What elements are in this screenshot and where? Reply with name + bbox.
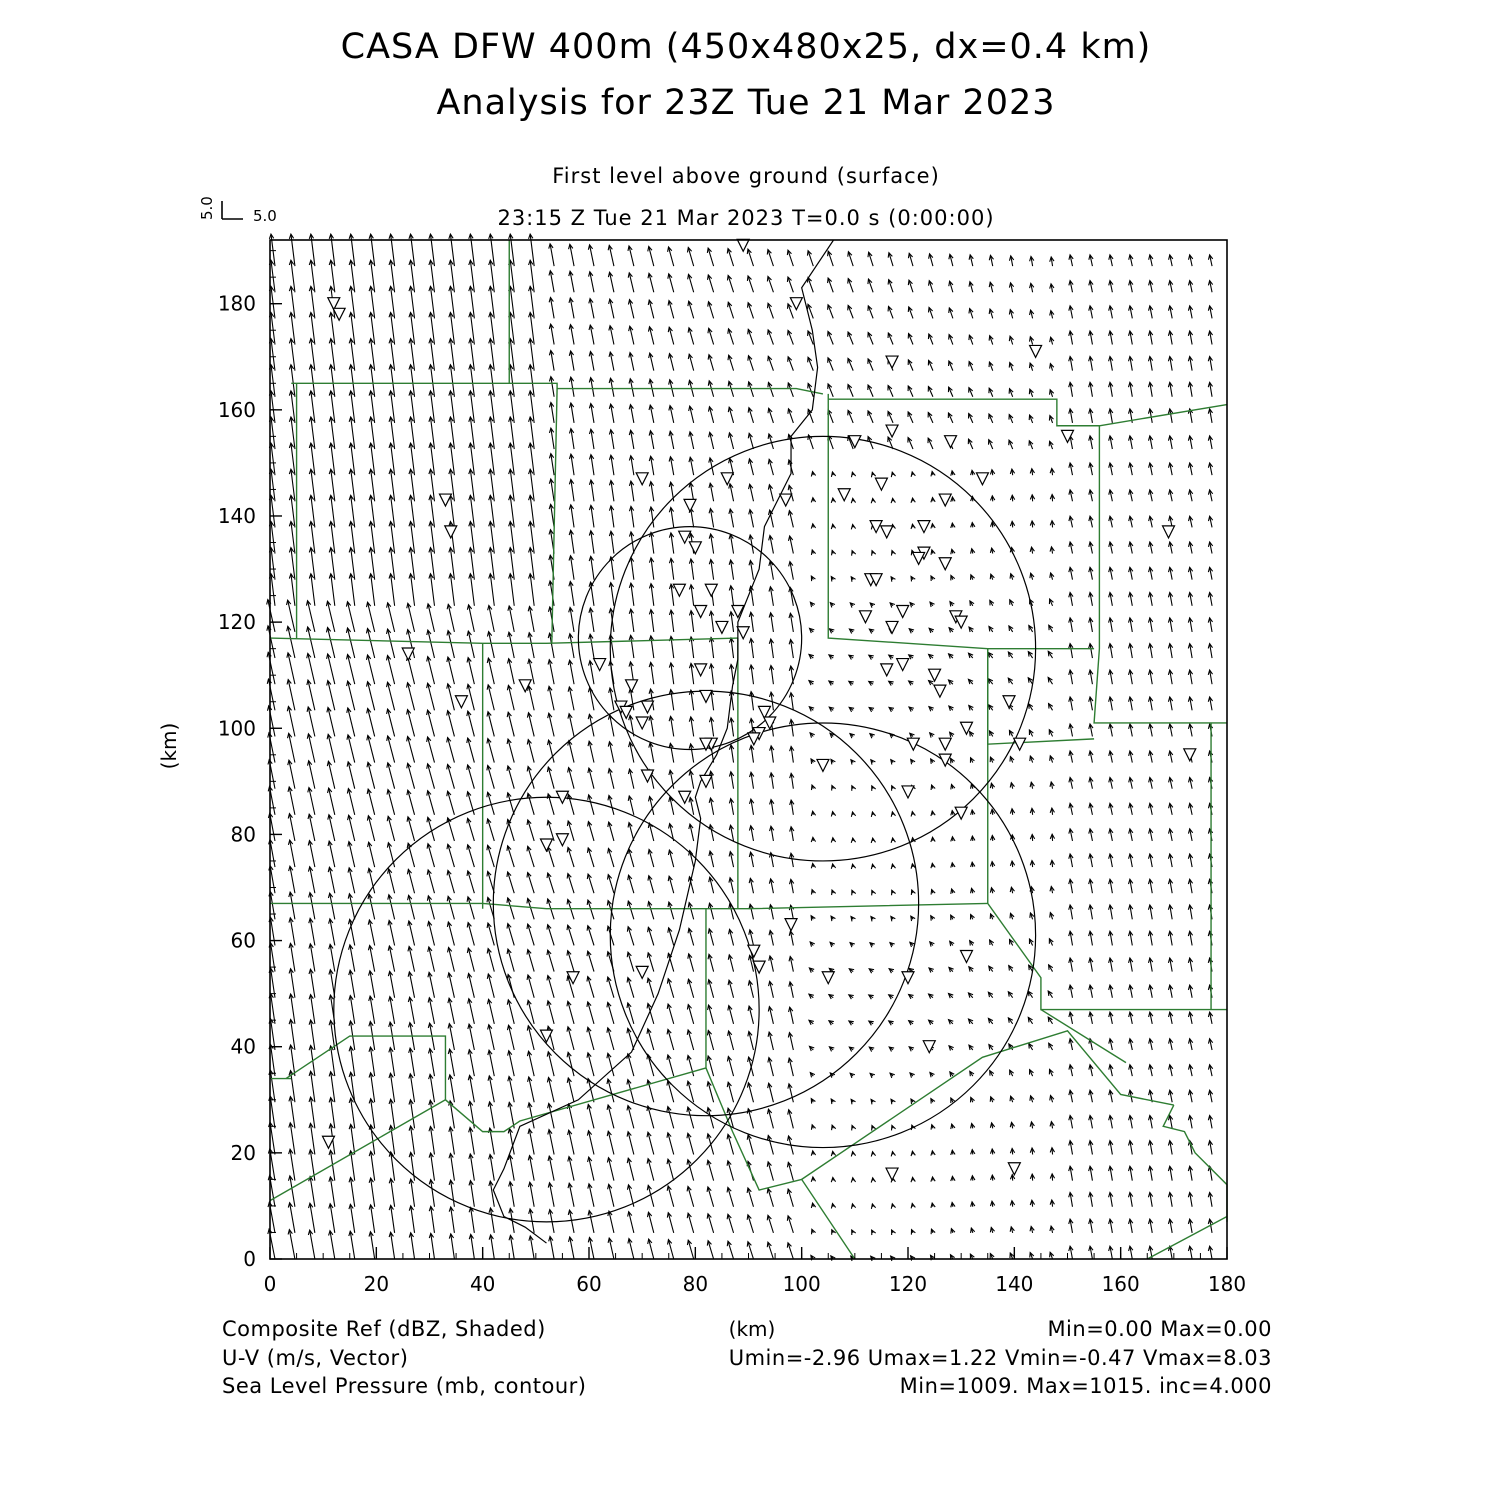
wind-vector: [391, 1179, 395, 1207]
wind-vector: [348, 708, 355, 736]
station-marker: [439, 494, 451, 506]
station-marker: [402, 648, 414, 660]
wind-vector-head: [892, 1230, 896, 1235]
wind-vector: [311, 995, 315, 1024]
wind-vector: [430, 1126, 434, 1154]
y-tick-label: 180: [217, 291, 256, 316]
wind-vector: [408, 736, 415, 762]
wind-vector: [370, 1047, 374, 1076]
wind-vector: [368, 629, 375, 659]
station-marker: [1163, 526, 1175, 538]
wind-vector: [371, 1073, 375, 1102]
station-marker: [716, 621, 728, 633]
y-tick-label: 160: [217, 397, 256, 422]
station-marker: [689, 542, 701, 554]
wind-vector: [309, 761, 315, 789]
station-marker: [859, 611, 871, 623]
wind-vector: [450, 1127, 454, 1154]
station-markers: [322, 239, 1195, 1180]
station-marker: [886, 425, 898, 437]
wind-vector: [331, 1098, 335, 1129]
wind-vector-head: [931, 890, 935, 895]
wind-vector-head: [911, 1230, 915, 1235]
wind-vector: [448, 604, 454, 632]
station-marker: [636, 966, 648, 978]
station-marker: [881, 526, 893, 538]
wind-vector: [410, 1100, 414, 1129]
station-marker: [886, 1168, 898, 1180]
wind-vector-head: [852, 551, 856, 556]
wind-vector: [428, 683, 435, 710]
wind-vector: [328, 707, 335, 736]
wind-vector: [448, 631, 454, 658]
station-marker: [1062, 430, 1074, 442]
station-marker: [780, 494, 792, 506]
wind-vector: [370, 1232, 374, 1259]
station-marker: [902, 786, 914, 798]
station-marker: [881, 664, 893, 676]
wind-vector-head: [811, 576, 815, 581]
wind-vector: [289, 1230, 295, 1259]
wind-vector-head: [811, 1099, 815, 1104]
station-marker: [695, 664, 707, 676]
wind-vector: [348, 628, 355, 658]
station-marker: [1184, 749, 1196, 761]
wind-vector: [288, 706, 294, 736]
wind-vector: [350, 996, 354, 1024]
wind-vector: [368, 655, 375, 684]
boundary-line: [1041, 1010, 1126, 1063]
wind-vector: [329, 788, 335, 815]
station-marker: [1003, 696, 1015, 708]
wind-vector: [408, 683, 415, 711]
wind-vector: [290, 943, 294, 971]
wind-vector: [288, 680, 295, 711]
wind-vector: [408, 763, 415, 788]
x-tick-label: 0: [263, 1272, 277, 1296]
level-label: First level above ground (surface): [552, 164, 940, 188]
wind-vector: [331, 1046, 335, 1076]
station-marker: [939, 494, 951, 506]
station-marker: [907, 738, 919, 750]
wind-vector-head: [832, 890, 836, 895]
y-tick-label: 80: [230, 822, 256, 847]
wind-vector: [328, 681, 335, 711]
wind-vector-head: [852, 890, 856, 895]
wind-vector: [411, 1126, 415, 1155]
station-marker: [897, 659, 909, 671]
wind-vector: [328, 627, 335, 658]
wind-vector: [428, 604, 434, 632]
wind-vector: [388, 682, 395, 710]
wind-vector: [291, 969, 295, 998]
wind-vector: [327, 601, 334, 632]
wind-vector: [308, 680, 315, 710]
wind-vector: [390, 1048, 394, 1077]
wind-vector: [410, 1074, 414, 1102]
station-marker: [913, 552, 925, 564]
wind-vector: [388, 736, 395, 763]
wind-vector: [408, 710, 415, 737]
wind-vector: [308, 653, 315, 684]
station-marker: [556, 834, 568, 846]
station-marker: [838, 489, 850, 501]
wind-vector: [350, 1204, 354, 1233]
footer-field1-stats: Min=0.00 Max=0.00: [1047, 1317, 1272, 1341]
station-marker: [594, 659, 606, 671]
boundary-line: [270, 638, 738, 643]
station-marker: [886, 621, 898, 633]
y-tick-label: 100: [217, 716, 256, 741]
wind-vector: [428, 710, 435, 736]
x-tick-label: 140: [995, 1272, 1034, 1296]
wind-vector: [430, 1074, 434, 1102]
wind-vector: [388, 709, 395, 736]
boundary-line: [1147, 1217, 1227, 1259]
wind-vector: [310, 1176, 315, 1206]
wind-vector: [351, 1151, 355, 1181]
wind-vector: [368, 762, 375, 788]
station-marker: [945, 436, 957, 448]
wind-vector: [391, 1205, 395, 1232]
wind-vector-head: [931, 576, 935, 581]
station-marker: [918, 521, 930, 533]
x-axis: [264, 1247, 1246, 1296]
wind-vector-head: [931, 1229, 935, 1234]
wind-vector: [411, 1206, 415, 1233]
wind-vector: [470, 1154, 474, 1181]
wind-vector: [347, 602, 354, 632]
wind-vector: [290, 1203, 295, 1233]
wind-vector: [468, 658, 474, 685]
station-marker: [897, 606, 909, 618]
wind-vector: [328, 654, 335, 684]
wind-vector: [450, 1153, 454, 1180]
wind-vector: [308, 707, 315, 736]
wind-vector-head: [811, 1125, 815, 1130]
wind-vector: [310, 1123, 314, 1154]
wind-vector: [431, 1206, 435, 1232]
wind-vector: [348, 735, 355, 763]
wind-vector: [448, 657, 455, 684]
wind-vector: [351, 1098, 355, 1128]
station-marker: [737, 627, 749, 639]
reference-vector: [198, 196, 277, 225]
wind-vector: [388, 629, 395, 658]
station-marker: [445, 526, 457, 538]
wind-vector: [310, 1203, 315, 1233]
x-tick-label: 160: [1101, 1272, 1140, 1296]
wind-vector-head: [931, 785, 935, 790]
station-marker: [673, 584, 685, 596]
wind-vector: [308, 627, 315, 658]
wind-vector: [428, 764, 435, 789]
wind-vector: [290, 1149, 295, 1180]
wind-vector: [468, 631, 474, 658]
wind-vector: [451, 1180, 455, 1207]
footer-field3-stats: Min=1009. Max=1015. inc=4.000: [899, 1374, 1272, 1398]
station-marker: [785, 919, 797, 931]
wind-vector: [388, 656, 395, 685]
station-marker: [721, 473, 733, 485]
wind-vector-head: [832, 786, 836, 791]
y-tick-label: 120: [217, 610, 256, 635]
station-marker: [817, 759, 829, 771]
station-marker: [455, 696, 467, 708]
footer-field2-stats: Umin=-2.96 Umax=1.22 Vmin=-0.47 Vmax=8.03: [728, 1346, 1272, 1370]
wind-vector-head: [892, 786, 896, 791]
wind-vector: [330, 1177, 334, 1207]
station-marker: [934, 685, 946, 697]
wind-vector: [291, 994, 295, 1024]
x-tick-label: 20: [363, 1272, 390, 1296]
wind-vector: [371, 1205, 375, 1233]
x-tick-label: 60: [576, 1272, 602, 1296]
station-marker: [790, 298, 802, 310]
footer-field2-name: U-V (m/s, Vector): [222, 1346, 409, 1370]
station-marker: [923, 1041, 935, 1053]
wind-vector: [431, 1180, 435, 1207]
wind-vector: [468, 711, 475, 736]
valid-time-label: 23:15 Z Tue 21 Mar 2023 T=0.0 s (0:00:00): [497, 206, 995, 230]
wind-vector: [448, 684, 455, 711]
station-marker: [626, 680, 638, 692]
wind-vector: [448, 738, 455, 763]
station-marker: [700, 775, 712, 787]
station-marker: [333, 308, 345, 320]
station-marker: [955, 616, 967, 628]
wind-vector: [430, 1100, 434, 1128]
wind-vector: [428, 630, 435, 658]
wind-vector: [388, 603, 395, 632]
station-marker: [875, 478, 887, 490]
wind-vector: [368, 602, 375, 632]
wind-vector: [371, 1151, 375, 1180]
wind-vector: [388, 790, 395, 815]
y-axis-label: (km): [157, 722, 181, 770]
wind-vector: [390, 1073, 394, 1102]
shoreline-line: [493, 240, 833, 1243]
x-tick-label: 120: [888, 1272, 928, 1296]
y-tick-label: 20: [230, 1140, 256, 1165]
reference-vector-u-label: 5.0: [253, 207, 277, 225]
wind-vector: [308, 734, 314, 763]
chart-title-line2: Analysis for 23Z Tue 21 Mar 2023: [436, 83, 1056, 123]
chart-title-line1: CASA DFW 400m (450x480x25, dx=0.4 km): [340, 27, 1152, 67]
y-tick-label: 0: [243, 1247, 256, 1271]
wind-vector: [309, 788, 315, 815]
wind-vector: [371, 1178, 375, 1207]
reference-vector-v-label: 5.0: [198, 196, 216, 220]
wind-vector: [290, 1176, 295, 1207]
wind-vector: [470, 1181, 474, 1207]
wind-vector: [351, 1047, 355, 1077]
wind-vector-head: [852, 786, 856, 791]
wind-vector: [368, 789, 375, 815]
wind-vector: [351, 1178, 355, 1207]
wind-vector: [410, 1048, 414, 1076]
wind-vector: [368, 735, 375, 762]
wind-vector: [288, 653, 295, 684]
wind-vector: [308, 601, 315, 632]
station-marker: [1014, 738, 1026, 750]
wind-vector: [448, 711, 455, 737]
wind-vector: [388, 763, 395, 789]
x-tick-label: 180: [1207, 1272, 1247, 1296]
wind-vector-head: [812, 1229, 816, 1234]
station-marker: [684, 499, 696, 511]
wind-vector: [348, 681, 355, 710]
wind-vector: [289, 733, 295, 762]
boundary-line: [286, 1036, 446, 1100]
wind-vector-head: [832, 1125, 836, 1130]
station-marker: [748, 733, 760, 745]
y-tick-label: 140: [217, 503, 256, 528]
station-marker: [822, 972, 834, 984]
y-tick-label: 40: [230, 1034, 256, 1059]
station-marker: [1008, 1163, 1020, 1175]
wind-vector: [428, 657, 435, 685]
wind-vector-head: [911, 890, 915, 895]
wind-vector: [310, 969, 314, 997]
x-tick-label: 80: [682, 1272, 709, 1296]
wind-vector: [428, 737, 435, 763]
wind-vector: [368, 682, 375, 711]
wind-vector: [368, 709, 375, 737]
station-marker: [641, 701, 653, 713]
wind-vector-head: [832, 550, 836, 555]
wind-vector: [289, 760, 295, 788]
wind-vector: [408, 603, 415, 632]
y-tick-label: 60: [230, 928, 256, 953]
wind-vector-head: [872, 890, 876, 895]
wind-vector: [411, 1179, 415, 1207]
wind-vector: [411, 1233, 415, 1259]
wind-vector: [391, 1232, 395, 1259]
wind-vector: [468, 684, 474, 710]
station-marker: [705, 584, 717, 596]
station-marker: [695, 606, 707, 618]
footer-field1-name: Composite Ref (dBZ, Shaded): [222, 1317, 546, 1341]
station-marker: [939, 558, 951, 570]
wind-vector-head: [872, 551, 876, 556]
wind-vector: [391, 1099, 395, 1128]
wind-vector-head: [811, 890, 815, 895]
wind-vector: [289, 787, 295, 815]
boundary-line: [1163, 1105, 1227, 1222]
wind-vector-head: [872, 786, 876, 791]
wind-vector-head: [872, 1230, 876, 1235]
station-marker: [939, 738, 951, 750]
wind-vector-head: [931, 1099, 935, 1104]
wind-vector-head: [892, 890, 896, 895]
wind-vector-head: [892, 1125, 896, 1130]
station-marker: [960, 950, 972, 962]
wind-vector: [328, 734, 335, 762]
wind-vector: [351, 1124, 355, 1154]
wind-vector-head: [852, 1125, 856, 1130]
shoreline-contour: [493, 240, 833, 1243]
wind-vector: [328, 761, 334, 788]
wind-vector-head: [812, 785, 816, 790]
footer-field3-name: Sea Level Pressure (mb, contour): [222, 1374, 587, 1398]
x-tick-label: 100: [782, 1272, 821, 1296]
station-marker: [636, 473, 648, 485]
wind-vector: [431, 1153, 435, 1181]
wind-vector: [330, 1204, 335, 1233]
wind-vector: [348, 654, 355, 684]
wind-vector-head: [891, 551, 895, 556]
station-marker: [1030, 345, 1042, 357]
station-marker: [929, 669, 941, 681]
wind-vector-head: [951, 1229, 955, 1234]
x-tick-label: 40: [469, 1272, 496, 1296]
station-marker: [976, 473, 988, 485]
wind-vector: [408, 790, 415, 815]
wind-vector: [371, 1099, 375, 1129]
wind-vector: [348, 762, 355, 789]
station-marker: [636, 717, 648, 729]
station-marker: [700, 690, 712, 702]
boundary-line: [1094, 426, 1227, 723]
x-axis-label: (km): [728, 1317, 776, 1341]
wind-vector: [348, 789, 354, 815]
wind-vector: [310, 1230, 315, 1259]
wind-vector-head: [852, 1230, 856, 1235]
